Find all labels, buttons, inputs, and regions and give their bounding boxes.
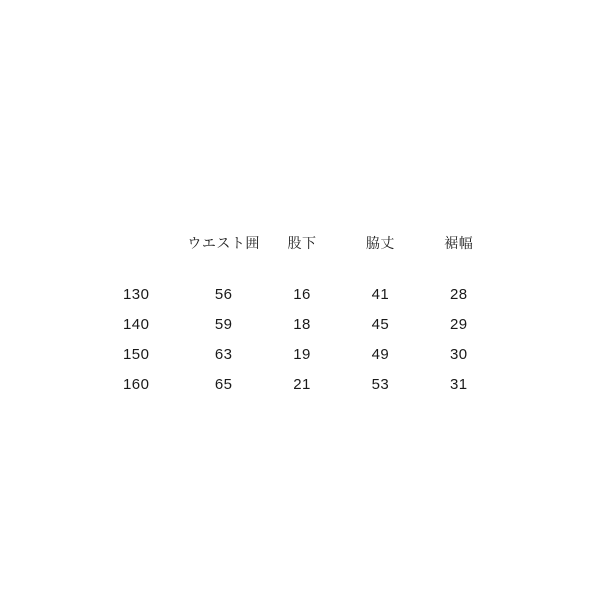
cell-hemwidth: 31 — [449, 376, 468, 393]
cell-waist: 63 — [214, 346, 233, 363]
column-header-hemwidth: 裾幅 — [444, 235, 474, 251]
table-row — [88, 370, 498, 400]
cell-inseam: 21 — [293, 376, 311, 393]
row-label-size: 150 — [122, 346, 150, 363]
cell-waist: 65 — [214, 376, 233, 393]
size-table — [88, 228, 498, 400]
cell-waist: 59 — [214, 316, 233, 333]
column-header-waist: ウエスト囲 — [187, 235, 260, 251]
cell-sidelength: 49 — [371, 346, 390, 363]
cell-waist: 56 — [214, 286, 233, 303]
cell-hemwidth: 29 — [449, 316, 468, 333]
table-row — [88, 280, 498, 310]
column-header-sidelength: 脇丈 — [365, 235, 395, 251]
cell-hemwidth: 30 — [449, 346, 468, 363]
table-corner-header — [88, 228, 184, 280]
table-header-row — [88, 228, 498, 280]
row-label-size: 130 — [122, 286, 150, 303]
table-header — [88, 228, 498, 280]
cell-hemwidth: 28 — [449, 286, 468, 303]
table-body — [88, 280, 498, 400]
row-label-size: 140 — [122, 316, 150, 333]
table-row — [88, 310, 498, 340]
cell-sidelength: 53 — [371, 376, 390, 393]
cell-inseam: 18 — [293, 316, 311, 333]
cell-sidelength: 41 — [371, 286, 390, 303]
table-row — [88, 340, 498, 370]
cell-inseam: 16 — [293, 286, 311, 303]
column-header-inseam: 股下 — [287, 235, 317, 251]
row-label-size: 160 — [122, 376, 150, 393]
cell-inseam: 19 — [293, 346, 311, 363]
cell-sidelength: 45 — [371, 316, 390, 333]
